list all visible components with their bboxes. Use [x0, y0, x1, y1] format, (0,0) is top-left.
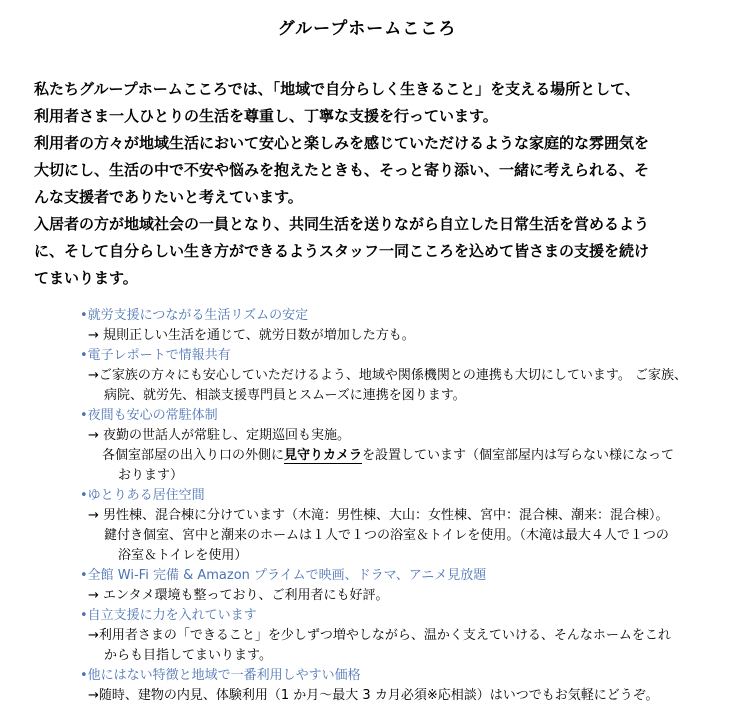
feature-line: → 規則正しい生活を通じて、就労日数が増加した方も。 — [88, 328, 415, 343]
feature-body — [0, 686, 734, 706]
intro-paragraph — [34, 76, 704, 292]
feature-title: •ゆとりある居住空間 — [80, 488, 205, 503]
feature-list — [0, 306, 734, 706]
feature-line: →利用者さまの「できること」を少しずつ増やしながら、温かく支えていける、そんなホームをこれ — [88, 628, 671, 643]
feature-line: → 夜勤の世話人が常駐し、定期巡回も実施。 — [88, 428, 351, 443]
feature-line: → エンタメ環境も整っており、ご利用者にも好評。 — [88, 588, 389, 603]
feature-line: 浴室＆トイレを使用） — [118, 548, 248, 563]
feature-employment-rhythm — [0, 306, 734, 346]
intro-line: に、そして自分らしい生き方ができるようスタッフ一同こころを込めて皆さまの支援を続け — [34, 242, 650, 260]
feature-wifi-amazon — [0, 566, 734, 606]
feature-title: •就労支援につながる生活リズムの安定 — [80, 308, 309, 323]
feature-night-staff — [0, 406, 734, 486]
feature-body — [0, 506, 734, 566]
feature-title: •電子レポートで情報共有 — [80, 348, 231, 363]
feature-line: → 男性棟、混合棟に分けています（木滝：男性棟、大山：女性棟、宮中：混合棟、潮来：混合棟）。 — [88, 508, 669, 523]
intro-line: 利用者さま一人ひとりの生活を尊重し、丁寧な支援を行っています。 — [34, 107, 498, 125]
feature-body — [0, 626, 734, 666]
feature-living-space — [0, 486, 734, 566]
feature-body — [0, 586, 734, 606]
feature-title: •全館 Wi-Fi 完備 & Amazon プライムで映画、ドラマ、アニメ見放題 — [80, 568, 487, 583]
feature-title: •他にはない特徴と地域で一番利用しやすい価格 — [80, 668, 361, 683]
feature-text: 各個室部屋の出入り口の外側に — [102, 448, 285, 463]
feature-independence-support — [0, 606, 734, 666]
feature-title: •自立支援に力を入れています — [80, 608, 257, 623]
feature-line — [0, 446, 734, 466]
intro-line: てまいります。 — [34, 269, 138, 287]
feature-electronic-report — [0, 346, 734, 406]
feature-title: •夜間も安心の常駐体制 — [80, 408, 218, 423]
intro-line: んな支援者でありたいと考えています。 — [34, 188, 303, 206]
intro-line: 利用者の方々が地域生活において安心と楽しみを感じていただけるような家庭的な雰囲気を — [34, 134, 650, 152]
intro-line: 大切にし、生活の中で不安や悩みを抱えたときも、そっと寄り添い、一緒に考えられる、そ — [34, 161, 650, 179]
feature-body — [0, 426, 734, 486]
intro-line: 入居者の方が地域社会の一員となり、共同生活を送りながら自立した日常生活を営めるよう — [34, 215, 650, 233]
feature-price — [0, 666, 734, 706]
page-title: グループホームこころ — [277, 19, 457, 39]
watch-camera-emphasis: 見守りカメラ — [284, 448, 363, 463]
intro-line: 私たちグループホームこころでは、「地域で自分らしく生きること」を支える場所として、 — [34, 80, 640, 98]
feature-line: からも目指してまいります。 — [104, 648, 272, 663]
feature-line: →ご家族の方々にも安心していただけるよう、地域や関係機関との連携も大切にしています。 ご家族、 — [88, 368, 687, 383]
feature-body — [0, 366, 734, 406]
feature-line: 鍵付き個室、宮中と潮来のホームは１人で１つの浴室＆トイレを使用。（木滝は最大４人で１つの — [104, 528, 669, 543]
feature-line: 病院、就労先、相談支援専門員とスムーズに連携を図ります。 — [104, 388, 466, 403]
feature-text: を設置しています（個室部屋内は写らない様になって — [362, 448, 675, 463]
feature-line: おります） — [118, 468, 184, 483]
feature-body — [0, 326, 734, 346]
feature-line: →随時、建物の内見、体験利用（1 か月～最大 3 カ月必須※応相談）はいつでもお気軽にどうぞ。 — [88, 688, 659, 703]
